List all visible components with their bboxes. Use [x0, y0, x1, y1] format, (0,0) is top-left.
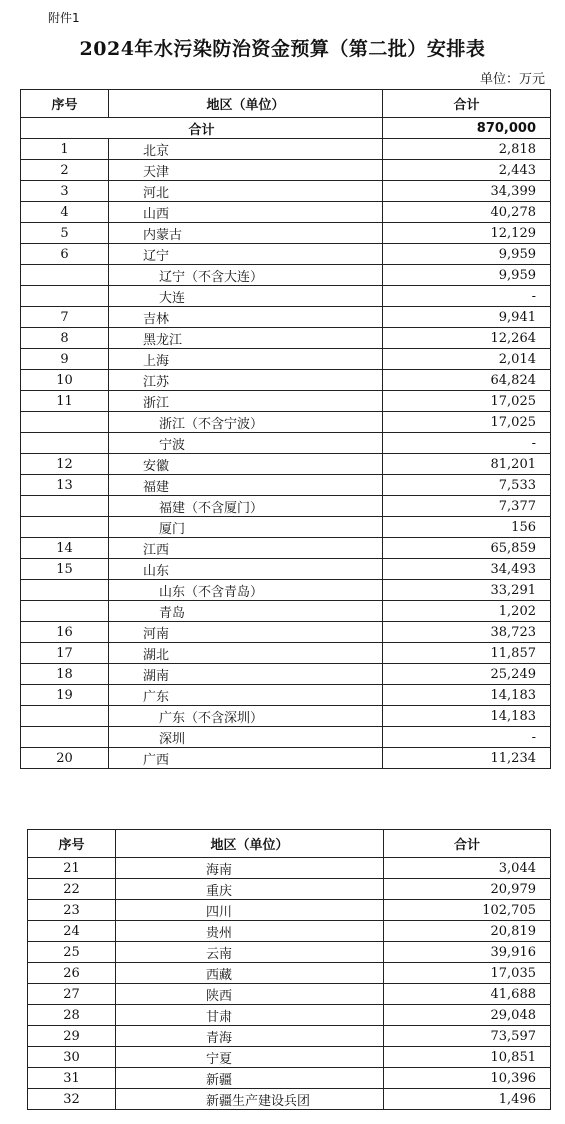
row-region: 山西 [109, 202, 383, 223]
row-region: 浙江（不含宁波） [109, 412, 383, 433]
row-value: 29,048 [384, 1005, 551, 1026]
row-region: 江西 [109, 538, 383, 559]
table-row [28, 1089, 551, 1110]
row-index: 14 [21, 538, 109, 559]
row-region: 辽宁（不含大连） [109, 265, 383, 286]
row-value: 65,859 [383, 538, 551, 559]
row-index: 25 [28, 942, 116, 963]
row-value: 81,201 [383, 454, 551, 475]
row-region: 江苏 [109, 370, 383, 391]
row-index: 29 [28, 1026, 116, 1047]
row-value: 20,819 [384, 921, 551, 942]
row-value: 14,183 [383, 685, 551, 706]
row-region: 大连 [109, 286, 383, 307]
row-value: 11,234 [383, 748, 551, 769]
row-index: 26 [28, 963, 116, 984]
table-row [21, 727, 551, 748]
row-value: 14,183 [383, 706, 551, 727]
row-value: 17,025 [383, 412, 551, 433]
row-region: 贵州 [116, 921, 384, 942]
total-row [21, 118, 551, 139]
row-index [21, 727, 109, 748]
table-row [21, 370, 551, 391]
row-value: 1,202 [383, 601, 551, 622]
row-index: 6 [21, 244, 109, 265]
table-row [21, 307, 551, 328]
row-region: 内蒙古 [109, 223, 383, 244]
table-row [28, 984, 551, 1005]
table-row [21, 748, 551, 769]
row-index: 23 [28, 900, 116, 921]
row-region: 广西 [109, 748, 383, 769]
table-row [28, 858, 551, 879]
row-index: 32 [28, 1089, 116, 1110]
row-index: 5 [21, 223, 109, 244]
row-value: 12,264 [383, 328, 551, 349]
table-row [21, 496, 551, 517]
table-row [21, 286, 551, 307]
row-index [21, 580, 109, 601]
row-region: 吉林 [109, 307, 383, 328]
table-row [21, 664, 551, 685]
row-region: 青岛 [109, 601, 383, 622]
row-value: 10,851 [384, 1047, 551, 1068]
row-index: 17 [21, 643, 109, 664]
table-row [28, 879, 551, 900]
row-region: 安徽 [109, 454, 383, 475]
table-row [28, 942, 551, 963]
row-region: 上海 [109, 349, 383, 370]
table-row [21, 559, 551, 580]
row-region: 甘肃 [116, 1005, 384, 1026]
row-value: 9,941 [383, 307, 551, 328]
table-row [28, 1005, 551, 1026]
row-index: 28 [28, 1005, 116, 1026]
table-row [21, 622, 551, 643]
table-row [28, 900, 551, 921]
row-region: 新疆生产建设兵团 [116, 1089, 384, 1110]
row-region: 西藏 [116, 963, 384, 984]
row-region: 河北 [109, 181, 383, 202]
row-value: 38,723 [383, 622, 551, 643]
row-value: 39,916 [384, 942, 551, 963]
row-region: 云南 [116, 942, 384, 963]
row-value: 102,705 [384, 900, 551, 921]
table-row [28, 1026, 551, 1047]
row-index: 7 [21, 307, 109, 328]
row-region: 青海 [116, 1026, 384, 1047]
row-value: 9,959 [383, 265, 551, 286]
row-index [21, 286, 109, 307]
table-row [21, 160, 551, 181]
row-index: 9 [21, 349, 109, 370]
row-region: 河南 [109, 622, 383, 643]
table-row [21, 265, 551, 286]
row-index: 27 [28, 984, 116, 1005]
row-index: 13 [21, 475, 109, 496]
row-value: 2,818 [383, 139, 551, 160]
row-index [21, 412, 109, 433]
row-value: 2,014 [383, 349, 551, 370]
table-row [21, 580, 551, 601]
row-index [21, 517, 109, 538]
row-index [21, 433, 109, 454]
row-region: 天津 [109, 160, 383, 181]
row-region: 湖南 [109, 664, 383, 685]
row-region: 北京 [109, 139, 383, 160]
row-region: 黑龙江 [109, 328, 383, 349]
budget-table-part-1 [20, 89, 551, 769]
row-value: 10,396 [384, 1068, 551, 1089]
row-index: 10 [21, 370, 109, 391]
table-row [21, 643, 551, 664]
row-index: 30 [28, 1047, 116, 1068]
total-value: 870,000 [383, 118, 551, 139]
row-region: 湖北 [109, 643, 383, 664]
table-row [21, 202, 551, 223]
row-value: 73,597 [384, 1026, 551, 1047]
row-region: 海南 [116, 858, 384, 879]
row-index: 8 [21, 328, 109, 349]
row-value: 34,493 [383, 559, 551, 580]
row-region: 辽宁 [109, 244, 383, 265]
table-row [21, 601, 551, 622]
row-value: 40,278 [383, 202, 551, 223]
table-row [28, 1068, 551, 1089]
table-row [28, 1047, 551, 1068]
row-region: 宁夏 [116, 1047, 384, 1068]
table-row [28, 921, 551, 942]
table-row [28, 963, 551, 984]
row-index: 15 [21, 559, 109, 580]
row-region: 四川 [116, 900, 384, 921]
header-region: 地区（单位） [109, 90, 383, 118]
row-region: 重庆 [116, 879, 384, 900]
header-total: 合计 [383, 90, 551, 118]
row-index: 11 [21, 391, 109, 412]
table-row [21, 433, 551, 454]
row-value: 156 [383, 517, 551, 538]
unit-label: 单位：万元 [479, 72, 545, 87]
row-index: 20 [21, 748, 109, 769]
row-value: 17,025 [383, 391, 551, 412]
row-region: 广东（不含深圳） [109, 706, 383, 727]
row-value: 2,443 [383, 160, 551, 181]
row-index: 1 [21, 139, 109, 160]
row-region: 新疆 [116, 1068, 384, 1089]
table-row [21, 538, 551, 559]
row-value: 64,824 [383, 370, 551, 391]
budget-table-part-2 [27, 829, 551, 1110]
row-index [21, 706, 109, 727]
table-row [21, 706, 551, 727]
row-index: 16 [21, 622, 109, 643]
table-row [21, 517, 551, 538]
row-region: 福建 [109, 475, 383, 496]
table-header-row [28, 830, 551, 858]
row-region: 山东（不含青岛） [109, 580, 383, 601]
row-region: 宁波 [109, 433, 383, 454]
row-value: - [383, 727, 551, 748]
row-value: - [383, 433, 551, 454]
row-value: 7,533 [383, 475, 551, 496]
table-row [21, 454, 551, 475]
table-row [21, 685, 551, 706]
header-total: 合计 [384, 830, 551, 858]
header-region: 地区（单位） [116, 830, 384, 858]
table-header-row [21, 90, 551, 118]
row-region: 深圳 [109, 727, 383, 748]
row-region: 福建（不含厦门） [109, 496, 383, 517]
row-index: 19 [21, 685, 109, 706]
row-value: 7,377 [383, 496, 551, 517]
row-value: 12,129 [383, 223, 551, 244]
total-label: 合计 [21, 118, 383, 139]
row-index [21, 496, 109, 517]
row-value: 3,044 [384, 858, 551, 879]
row-value: 33,291 [383, 580, 551, 601]
row-value: 34,399 [383, 181, 551, 202]
header-index: 序号 [28, 830, 116, 858]
row-index [21, 265, 109, 286]
row-value: 25,249 [383, 664, 551, 685]
row-value: 20,979 [384, 879, 551, 900]
row-index: 31 [28, 1068, 116, 1089]
row-index: 22 [28, 879, 116, 900]
table-row [21, 244, 551, 265]
row-region: 厦门 [109, 517, 383, 538]
row-value: 41,688 [384, 984, 551, 1005]
table-row [21, 328, 551, 349]
row-region: 陕西 [116, 984, 384, 1005]
table-row [21, 223, 551, 244]
table-row [21, 412, 551, 433]
page-title: 2024年水污染防治资金预算（第二批）安排表 [79, 38, 486, 60]
table-row [21, 475, 551, 496]
row-index [21, 601, 109, 622]
row-region: 浙江 [109, 391, 383, 412]
row-value: 9,959 [383, 244, 551, 265]
row-value: 1,496 [384, 1089, 551, 1110]
header-index: 序号 [21, 90, 109, 118]
row-index: 3 [21, 181, 109, 202]
table-row [21, 181, 551, 202]
row-index: 12 [21, 454, 109, 475]
row-value: 11,857 [383, 643, 551, 664]
table-row [21, 139, 551, 160]
row-index: 4 [21, 202, 109, 223]
row-index: 18 [21, 664, 109, 685]
row-index: 21 [28, 858, 116, 879]
attachment-label: 附件1 [48, 11, 80, 25]
row-value: 17,035 [384, 963, 551, 984]
table-row [21, 391, 551, 412]
row-index: 24 [28, 921, 116, 942]
row-region: 广东 [109, 685, 383, 706]
row-region: 山东 [109, 559, 383, 580]
row-index: 2 [21, 160, 109, 181]
row-value: - [383, 286, 551, 307]
table-row [21, 349, 551, 370]
